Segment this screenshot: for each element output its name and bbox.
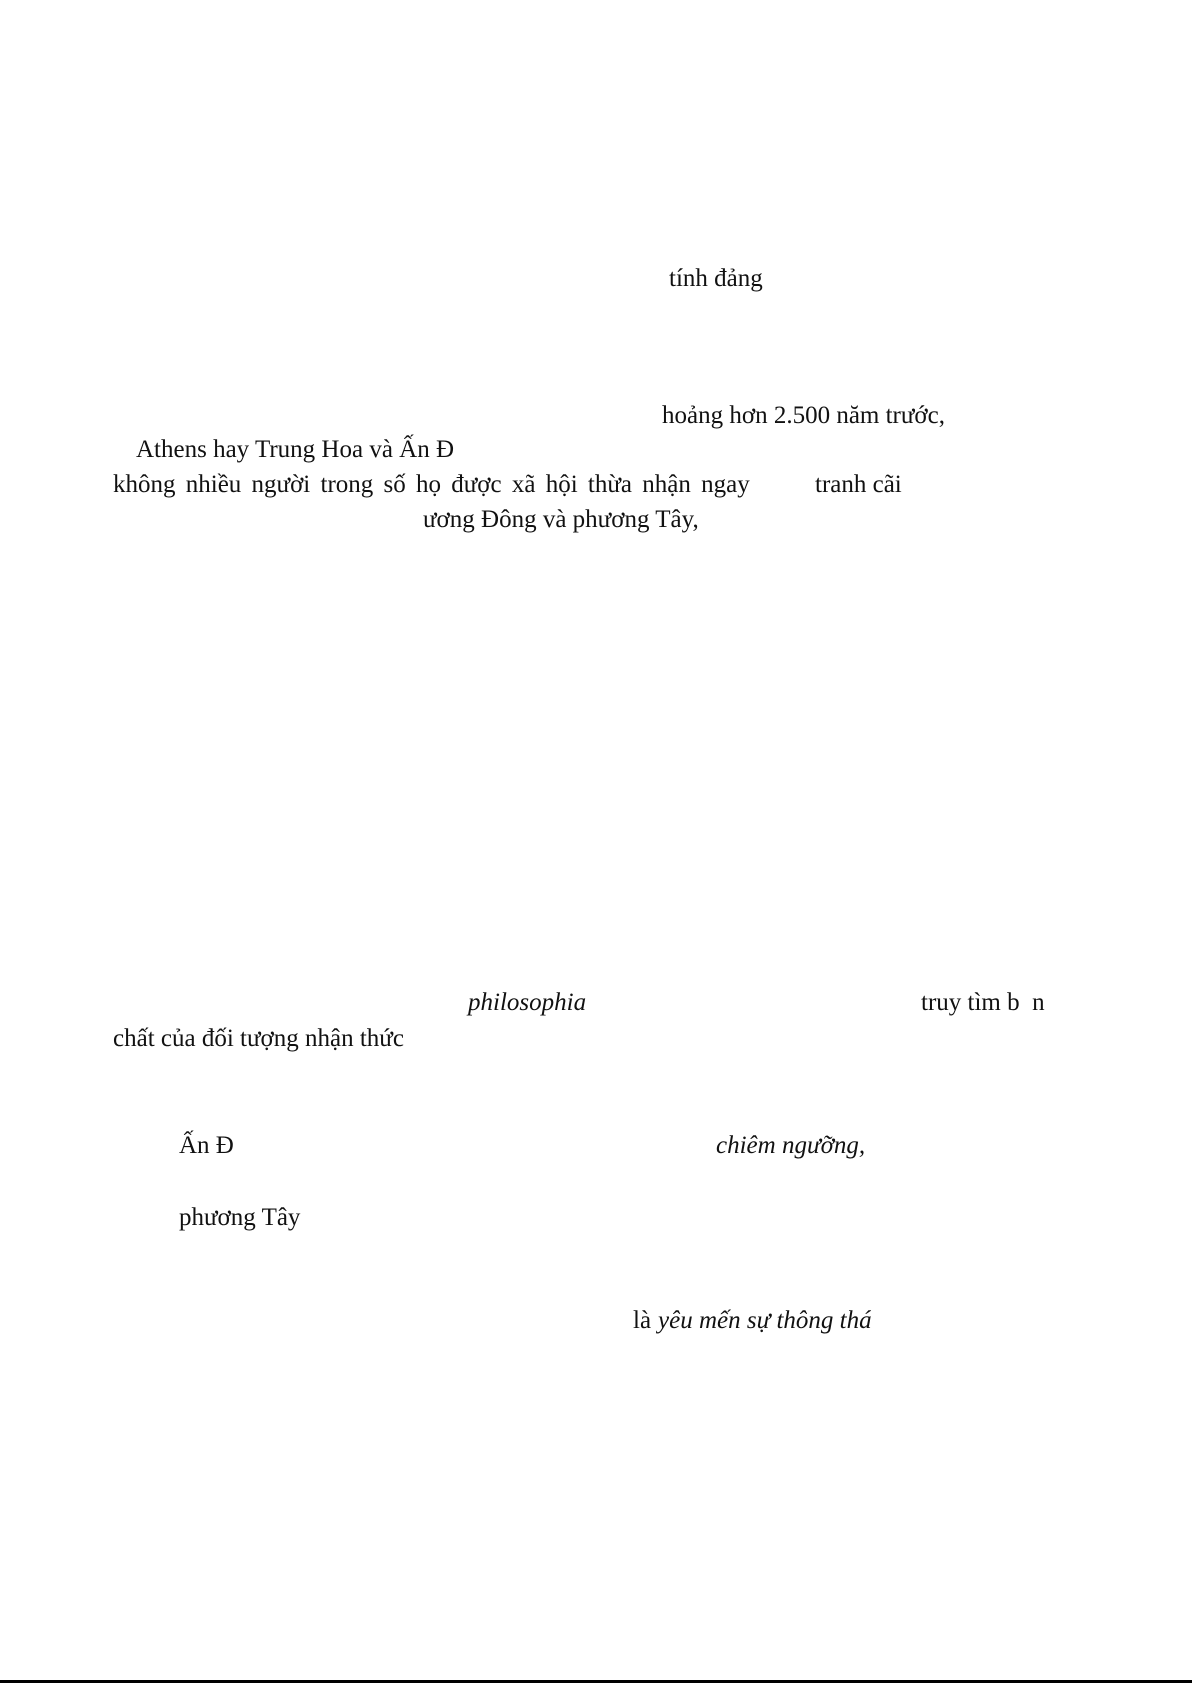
- text-fragment-an-do: Ấn Đ: [179, 1132, 234, 1159]
- text-fragment-chiem-nguong: chiêm ngưỡng,: [716, 1132, 866, 1159]
- bottom-border-line: [0, 1680, 1192, 1683]
- text-fragment-yeu-men: yêu mến sự thông thá: [658, 1307, 872, 1334]
- text-fragment-tranh-cai: tranh cãi: [815, 471, 902, 498]
- text-fragment-hon-2500-nam: hoảng hơn 2.500 năm trước,: [662, 402, 945, 429]
- text-fragment-tinh-dang: tính đảng: [669, 265, 763, 292]
- text-fragment-athens: Athens hay Trung Hoa và Ấn Đ: [136, 436, 455, 463]
- text-fragment-philosophia: philosophia: [468, 989, 587, 1016]
- text-fragment-phuong-tay: phương Tây: [179, 1204, 301, 1231]
- text-fragment-khong-nhieu-nguoi: không nhiều người trong số họ được xã hội thừa nhận ngay: [113, 471, 750, 498]
- text-fragment-ban-chat: chất của đối tượng nhận thức: [113, 1025, 404, 1052]
- text-fragment-truy-tim: truy tìm b n: [921, 989, 1045, 1016]
- text-fragment-dong-tay: ương Đông và phương Tây,: [423, 506, 699, 533]
- text-fragment-la: là: [633, 1307, 652, 1334]
